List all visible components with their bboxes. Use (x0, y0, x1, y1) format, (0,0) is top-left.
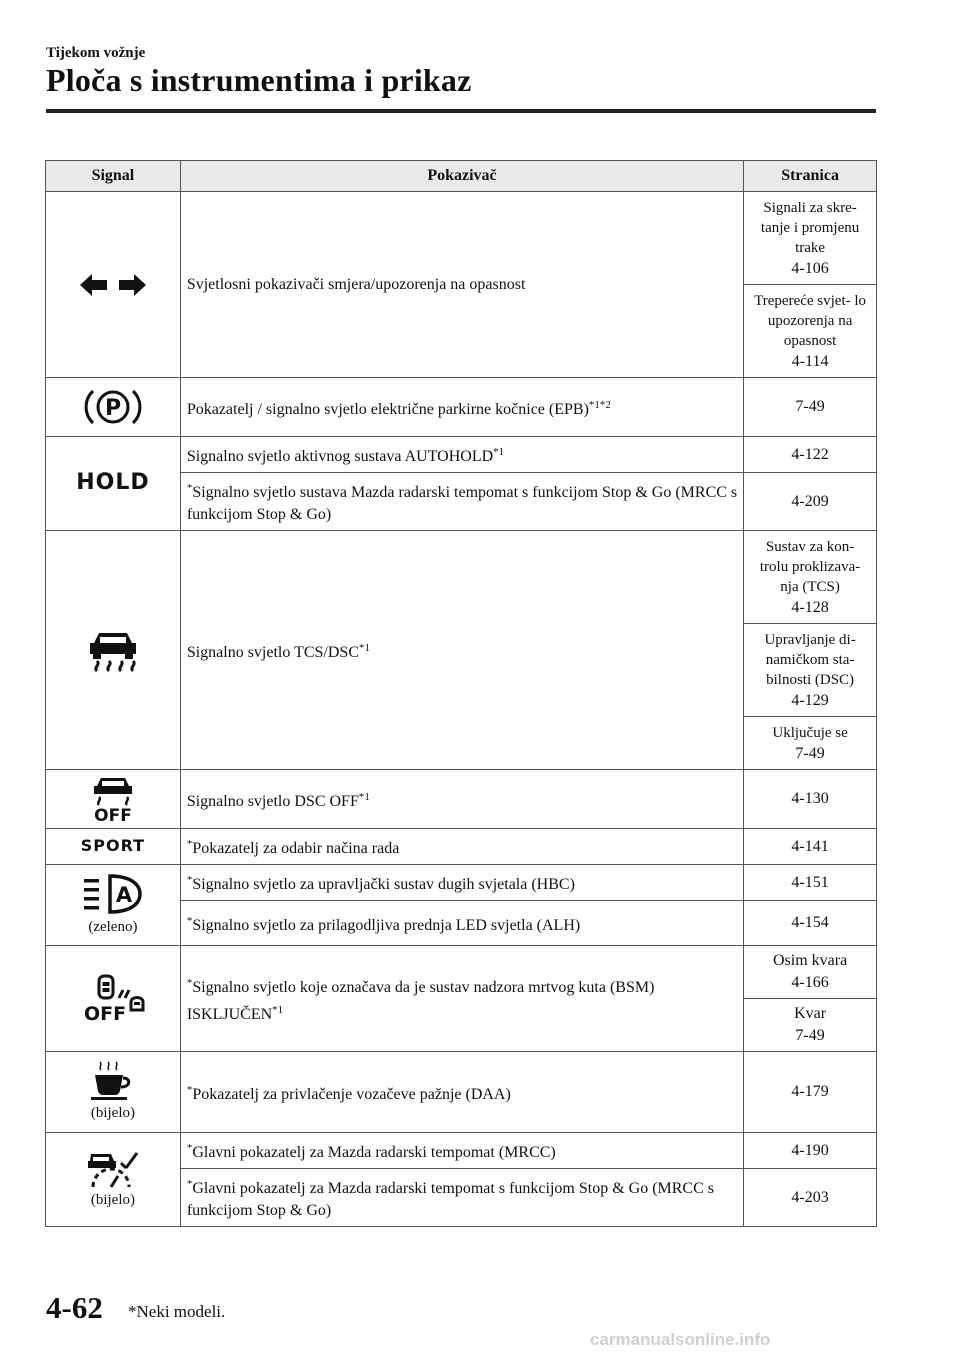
desc-text: Signalno svjetlo DSC OFF (186, 792, 359, 810)
cell-page: 4-130 (744, 770, 877, 829)
auto-headlight-icon (46, 865, 181, 946)
cell-description (180, 1169, 743, 1227)
svg-text:A: A (115, 883, 133, 907)
cell-page (744, 531, 877, 624)
desc-text: Signalno svjetlo koje označava da je sustav nadzora mrtvog kuta (BSM) ISKLJUČEN (186, 978, 655, 1023)
watermark: carmanualsonline.info (590, 1330, 771, 1349)
footnote-mark: *1 (358, 790, 370, 803)
ref-text: Sustav za kon- trolu proklizava- nja (TCS) (759, 538, 861, 595)
tcs-dsc-icon (46, 531, 181, 770)
header-signal: Signal (46, 161, 181, 192)
bsm-off-icon (46, 946, 181, 1052)
cell-description (180, 829, 743, 865)
cell-page (744, 946, 877, 999)
cell-description (180, 770, 743, 829)
footnote-mark: * (186, 1083, 193, 1096)
cell-description (180, 378, 743, 437)
page-number: 4-62 (46, 1290, 103, 1325)
cell-page: 4-179 (744, 1052, 877, 1133)
cell-page: 4-209 (744, 473, 877, 531)
footnote-mark: * (186, 1142, 193, 1154)
ref-page: 7-49 (795, 744, 825, 762)
footnote-mark: * (186, 976, 193, 989)
footnote-mark: *1 (272, 1003, 284, 1016)
cell-page (744, 717, 877, 770)
table-row (46, 531, 877, 624)
color-note: (zeleno) (88, 919, 138, 935)
table-row (46, 770, 877, 829)
cell-page: 4-122 (744, 437, 877, 473)
ref-text: Osim kvara (772, 952, 848, 969)
cell-description (180, 946, 743, 1052)
coffee-cup-icon (46, 1052, 181, 1133)
section-label: Tijekom vožnje (46, 45, 146, 61)
footnote-mark: *1 (493, 446, 505, 458)
cell-description (180, 437, 743, 473)
desc-text: Signalno svjetlo za upravljački sustav dugih svjetala (HBC) (192, 876, 575, 893)
cell-page (744, 999, 877, 1052)
ref-page: 7-49 (795, 1027, 825, 1044)
desc-text: Signalno svjetlo aktivnog sustava AUTOHOLD (186, 448, 494, 465)
color-note: (bijelo) (90, 1191, 135, 1208)
ref-page: 4-128 (791, 598, 829, 616)
cell-description (180, 1052, 743, 1133)
desc-text: Signalno svjetlo sustava Mazda radarski tempomat s funkcijom Stop & Go (MRCC s funkcijom Stop & Go) (186, 484, 738, 523)
title-rule (46, 109, 876, 113)
table-row (46, 378, 877, 437)
sport-icon-text: SPORT (80, 836, 146, 855)
color-note: (bijelo) (90, 1105, 135, 1121)
svg-text:P: P (104, 396, 121, 421)
table-row (46, 437, 877, 473)
cell-description (180, 901, 743, 946)
cell-page: 4-203 (744, 1169, 877, 1227)
desc-text: Pokazatelj za privlačenje vozačeve pažnje (DAA) (192, 1085, 511, 1103)
desc-text: Signalno svjetlo za prilagodljiva prednja LED svjetla (ALH) (192, 916, 581, 934)
cell-page (744, 624, 877, 717)
cell-description (180, 865, 743, 901)
ref-text: Upravljanje di- namičkom sta- bilnosti (DSC) (764, 631, 856, 688)
cell-description: Svjetlosni pokazivači smjera/upozorenja na opasnost (180, 192, 743, 378)
dsc-off-icon-text: OFF (94, 806, 132, 823)
ref-text: Kvar (794, 1005, 827, 1022)
desc-text: Signalno svjetlo TCS/DSC (186, 643, 359, 661)
turn-signal-icon (46, 192, 181, 378)
footnote-mark: * (186, 914, 193, 927)
hold-icon-text: HOLD (76, 469, 150, 495)
footnote-mark: *1 (359, 641, 370, 654)
desc-text: Pokazatelj za odabir načina rada (192, 840, 400, 857)
table-row (46, 946, 877, 999)
cell-description (180, 1133, 743, 1169)
footnote-mark: * (186, 874, 193, 886)
footnote-mark: * (186, 482, 193, 494)
cell-description (180, 473, 743, 531)
radar-cruise-icon (46, 1133, 181, 1227)
ref-text: Signali za skre- tanje i promjenu trake (760, 199, 860, 256)
page-title: Ploča s instrumentima i prikaz (46, 62, 472, 98)
cell-page (744, 192, 877, 285)
cell-page (744, 285, 877, 378)
header-indicator: Pokazivač (180, 161, 743, 192)
footnote-mark: * (186, 1178, 193, 1190)
parking-brake-icon (46, 378, 181, 437)
cell-page: 7-49 (744, 378, 877, 437)
ref-page: 4-114 (791, 352, 829, 370)
ref-page: 4-129 (791, 691, 829, 709)
table-row (46, 829, 877, 865)
indicator-table (45, 160, 877, 1227)
table-row (46, 192, 877, 285)
cell-page: 4-190 (744, 1133, 877, 1169)
dsc-off-icon (46, 770, 181, 829)
table-header-row (46, 161, 877, 192)
cell-page: 4-154 (744, 901, 877, 946)
cell-page: 4-141 (744, 829, 877, 865)
sport-icon (46, 829, 181, 865)
desc-text: Glavni pokazatelj za Mazda radarski tempomat (MRCC) (192, 1144, 556, 1161)
ref-text: Uključuje se (772, 724, 848, 741)
footnote-mark: *1*2 (588, 398, 611, 411)
table-row (46, 1052, 877, 1133)
footnote-mark: * (186, 838, 193, 850)
ref-page: 4-106 (791, 259, 829, 277)
ref-text: Trepereće svjet- lo upozorenja na opasnost (754, 292, 867, 349)
hold-icon (46, 437, 181, 531)
desc-text: Glavni pokazatelj za Mazda radarski tempomat s funkcijom Stop & Go (MRCC s funkcijom Stop & Go) (186, 1180, 714, 1219)
bsm-off-icon-text: OFF (83, 1002, 126, 1024)
footnote: *Neki modeli. (128, 1302, 226, 1321)
cell-page: 4-151 (744, 865, 877, 901)
table-row (46, 1133, 877, 1169)
cell-description (180, 531, 743, 770)
header-page: Stranica (744, 161, 877, 192)
table-row (46, 865, 877, 901)
ref-page: 4-166 (791, 974, 829, 991)
desc-text: Pokazatelj / signalno svjetlo električne parkirne kočnice (EPB) (186, 400, 589, 418)
